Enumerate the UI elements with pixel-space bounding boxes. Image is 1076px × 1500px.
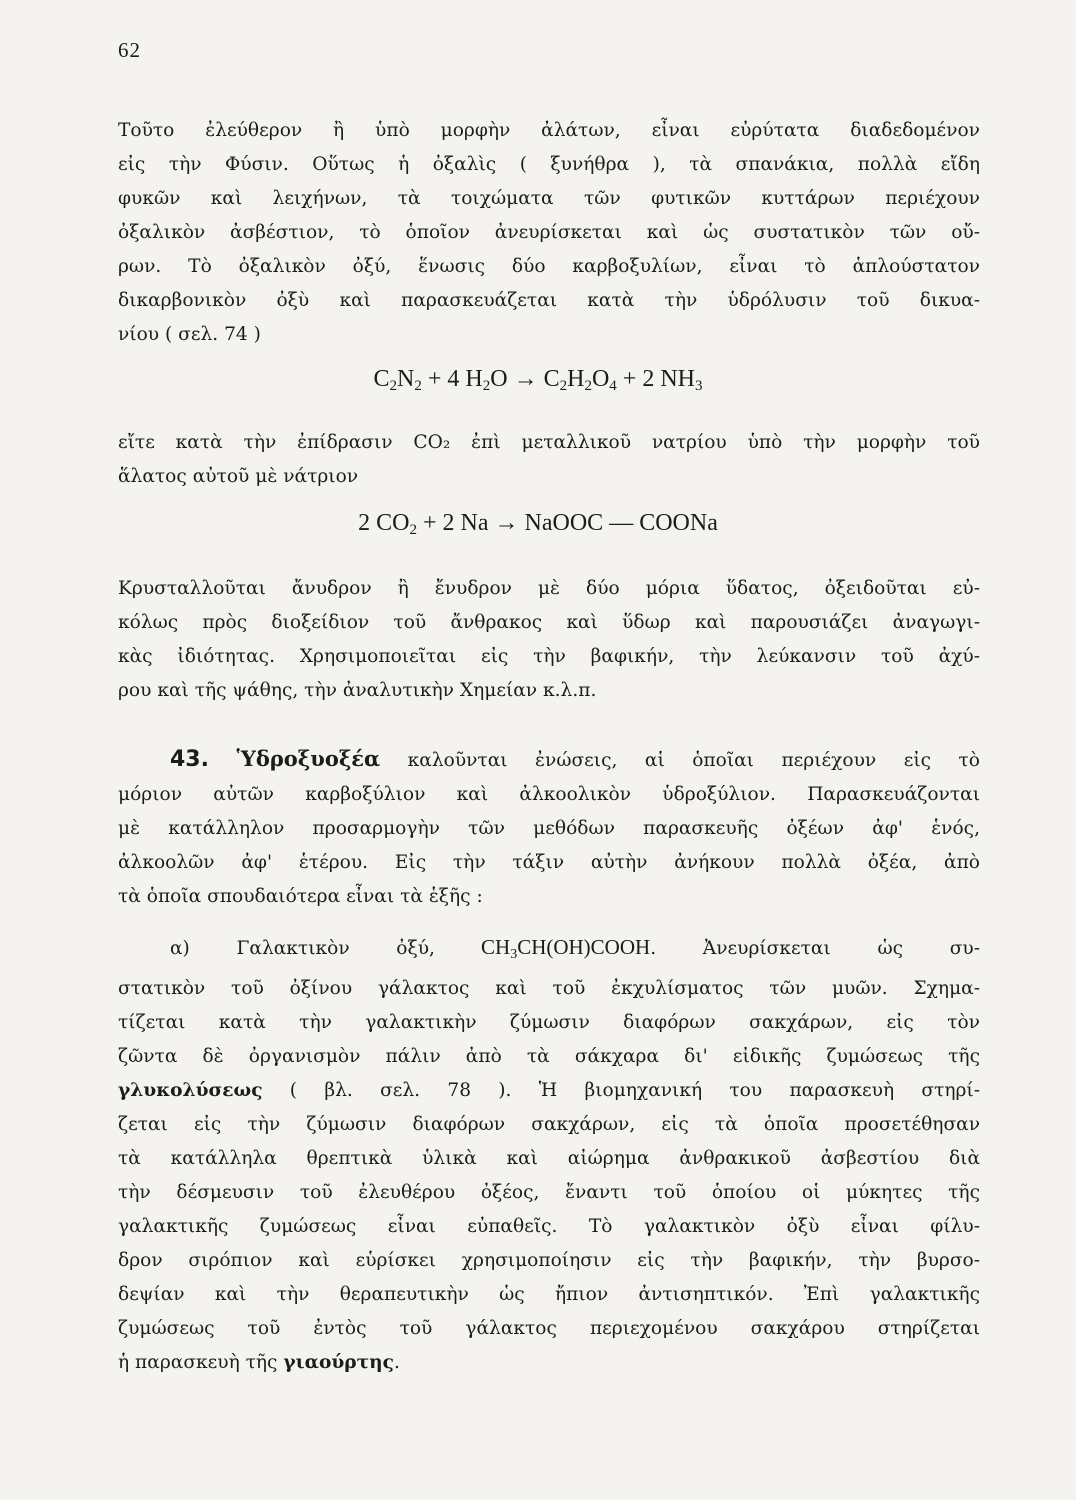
- text-line: μὲ κατάλληλον προσαρμογὴν τῶν μεθόδων παρασκευῆς ὀξέων ἀφ' ἑνός,: [118, 818, 980, 839]
- formula-subscript: 2: [584, 378, 592, 394]
- text-line: τὰ ὁποῖα σπουδαιότερα εἶναι τὰ ἑξῆς :: [118, 886, 483, 907]
- text-line: τὴν δέσμευσιν τοῦ ἐλευθέρου ὀξέος, ἔναντι τοῦ ὁποίου οἱ μύκητες τῆς: [118, 1182, 980, 1203]
- formula-part: N: [397, 366, 415, 392]
- bold-term-glycolysis: γλυκολύσεως: [118, 1080, 263, 1101]
- formula-part: C: [373, 366, 390, 392]
- formula-subscript: 2: [559, 378, 568, 394]
- chemical-formula: [434, 935, 651, 962]
- section-heading: Ὑδροξυοξέα: [236, 746, 381, 771]
- text-line: δρον σιρόπιον καὶ εὑρίσκει χρησιμοποίησιν εἰς τὴν βαφικήν, τὴν βυρσο-: [118, 1250, 980, 1271]
- text-line: ζεται εἰς τὴν ζύμωσιν διαφόρων σακχάρων, εἰς τὰ ὁποῖα προσετέθησαν: [118, 1114, 980, 1135]
- text-line: εἰς τὴν Φύσιν. Οὕτως ἡ ὀξαλὶς ( ξυνήθρα ), τὰ σπανάκια, πολλὰ εἴδη: [118, 154, 980, 175]
- text-line: στατικὸν τοῦ ὀξίνου γάλακτος καὶ τοῦ ἐκχυλίσματος τῶν μυῶν. Σχημα-: [118, 978, 980, 999]
- bold-term-yogurt: γιαούρτης: [283, 1352, 394, 1373]
- text-line: εἴτε κατὰ τὴν ἐπίδρασιν CO₂ ἐπὶ μεταλλικοῦ νατρίου ὑπὸ τὴν μορφὴν τοῦ: [118, 432, 980, 453]
- formula-part: 2 CO: [358, 510, 410, 536]
- text-line: νίου ( σελ. 74 ): [118, 324, 261, 345]
- text-line: φυκῶν καὶ λειχήνων, τὰ τοιχώματα τῶν φυτικῶν κυττάρων περιέχουν: [118, 188, 980, 209]
- section-43-hydroxy-acids: [118, 742, 980, 914]
- formula-part: CH: [434, 935, 511, 959]
- formula-part: + 2 NH: [616, 366, 695, 392]
- paragraph-oxalic-properties: [118, 572, 980, 708]
- reaction-arrow-icon: →: [494, 510, 519, 536]
- text-line: δεψίαν καὶ τὴν θεραπευτικὴν ὡς ἤπιον ἀντισηπτικόν. Ἐπὶ γαλακτικῆς: [118, 1284, 980, 1305]
- formula-part: NaOOC — COONa: [518, 510, 718, 536]
- text-line: ὀξαλικὸν ἀσβέστιον, τὸ ὁποῖον ἀνευρίσκεται καὶ ὡς συστατικὸν τῶν οὔ-: [118, 222, 980, 243]
- text-fragment: . Ἀνευρίσκεται ὡς συ-: [650, 938, 980, 959]
- text-line: ἀλκοολῶν ἀφ' ἑτέρου. Εἰς τὴν τάξιν αὐτὴν ἀνήκουν πολλὰ ὀξέα, ἀπὸ: [118, 852, 980, 873]
- paragraph-sodium-route: [118, 426, 980, 494]
- reaction-arrow-icon: →: [513, 366, 538, 392]
- formula-subscript: 4: [609, 378, 617, 394]
- formula-part: + 2 Na: [417, 510, 495, 536]
- text-line: [118, 1346, 980, 1380]
- formula-subscript: 2: [482, 378, 491, 394]
- text-line: Τοῦτο ἐλεύθερον ἢ ὑπὸ μορφὴν ἀλάτων, εἶναι εὐρύτατα διαδεδομένον: [118, 120, 980, 141]
- formula-sodium-oxalate: [0, 510, 1076, 539]
- section-heading-line: [118, 742, 980, 778]
- section-number: 43.: [170, 747, 209, 772]
- text-line: μόριον αὐτῶν καρβοξύλιον καὶ ἀλκοολικὸν ὑδροξύλιον. Παρασκευάζονται: [118, 784, 980, 805]
- text-line: κόλως πρὸς διοξείδιον τοῦ ἄνθρακος καὶ ὕδωρ καὶ παρουσιάζει ἀναγωγι-: [118, 612, 980, 633]
- formula-part: O: [591, 366, 610, 392]
- formula-subscript: 3: [510, 947, 518, 962]
- text-line: τὰ κατάλληλα θρεπτικὰ ὑλικὰ καὶ αἰώρημα ἀνθρακικοῦ ἀσβεστίου διὰ: [118, 1148, 980, 1169]
- text-line: [118, 1074, 980, 1108]
- text-line: δικαρβονικὸν ὀξὺ καὶ παρασκευάζεται κατὰ τὴν ὑδρόλυσιν τοῦ δικυα-: [118, 290, 980, 311]
- page-number: 62: [118, 38, 141, 62]
- text-line: ζῶντα δὲ ὀργανισμὸν πάλιν ἀπὸ τὰ σάκχαρα δι' εἰδικῆς ζυμώσεως τῆς: [118, 1046, 980, 1067]
- text-fragment: ( βλ. σελ. 78 ). Ἡ βιομηχανική του παρασκευὴ στηρί-: [262, 1080, 980, 1101]
- text-fragment: .: [393, 1352, 400, 1373]
- text-line: τίζεται κατὰ τὴν γαλακτικὴν ζύμωσιν διαφόρων σακχάρων, εἰς τὸν: [118, 1012, 980, 1033]
- text-line: κὰς ἰδιότητας. Χρησιμοποιεῖται εἰς τὴν βαφικήν, τὴν λεύκανσιν τοῦ ἀχύ-: [118, 646, 980, 667]
- formula-subscript: 3: [694, 378, 703, 394]
- formula-part: H: [567, 366, 585, 392]
- item-a-lactic-acid: [118, 930, 980, 1380]
- formula-part: CH(OH)COOH: [517, 935, 651, 959]
- text-line: γαλακτικῆς ζυμώσεως εἶναι εὐπαθεῖς. Τὸ γαλακτικὸν ὀξὺ εἶναι φίλυ-: [118, 1216, 980, 1237]
- text-fragment: καλοῦνται ἐνώσεις, αἱ ὁποῖαι περιέχουν εἰς τὸ: [380, 750, 980, 771]
- formula-part: + 4 H: [421, 366, 483, 392]
- text-line: ζυμώσεως τοῦ ἐντὸς τοῦ γάλακτος περιεχομένου σακχάρου στηρίζεται: [118, 1318, 980, 1339]
- item-label: α) Γαλακτικὸν ὀξύ,: [170, 938, 435, 959]
- text-fragment: ἡ παρασκευὴ τῆς: [118, 1352, 284, 1373]
- text-line: ἅλατος αὐτοῦ μὲ νάτριον: [118, 466, 359, 487]
- formula-part: C: [537, 366, 560, 392]
- text-line: ρου καὶ τῆς ψάθης, τὴν ἀναλυτικὴν Χημείαν κ.λ.π.: [118, 680, 597, 701]
- formula-cyanogen-hydrolysis: [0, 366, 1076, 395]
- formula-part: O: [490, 366, 514, 392]
- paragraph-oxalic-intro: [118, 114, 980, 352]
- text-line: Κρυσταλλοῦται ἄνυδρον ἢ ἔνυδρον μὲ δύο μόρια ὕδατος, ὀξειδοῦται εὐ-: [118, 578, 980, 599]
- text-line: ρων. Τὸ ὀξαλικὸν ὀξύ, ἕνωσις δύο καρβοξυλίων, εἶναι τὸ ἁπλούστατον: [118, 256, 980, 277]
- item-heading-line: [118, 930, 980, 972]
- formula-subscript: 2: [414, 378, 422, 394]
- formula-subscript: 2: [409, 522, 417, 538]
- formula-subscript: 2: [389, 378, 398, 394]
